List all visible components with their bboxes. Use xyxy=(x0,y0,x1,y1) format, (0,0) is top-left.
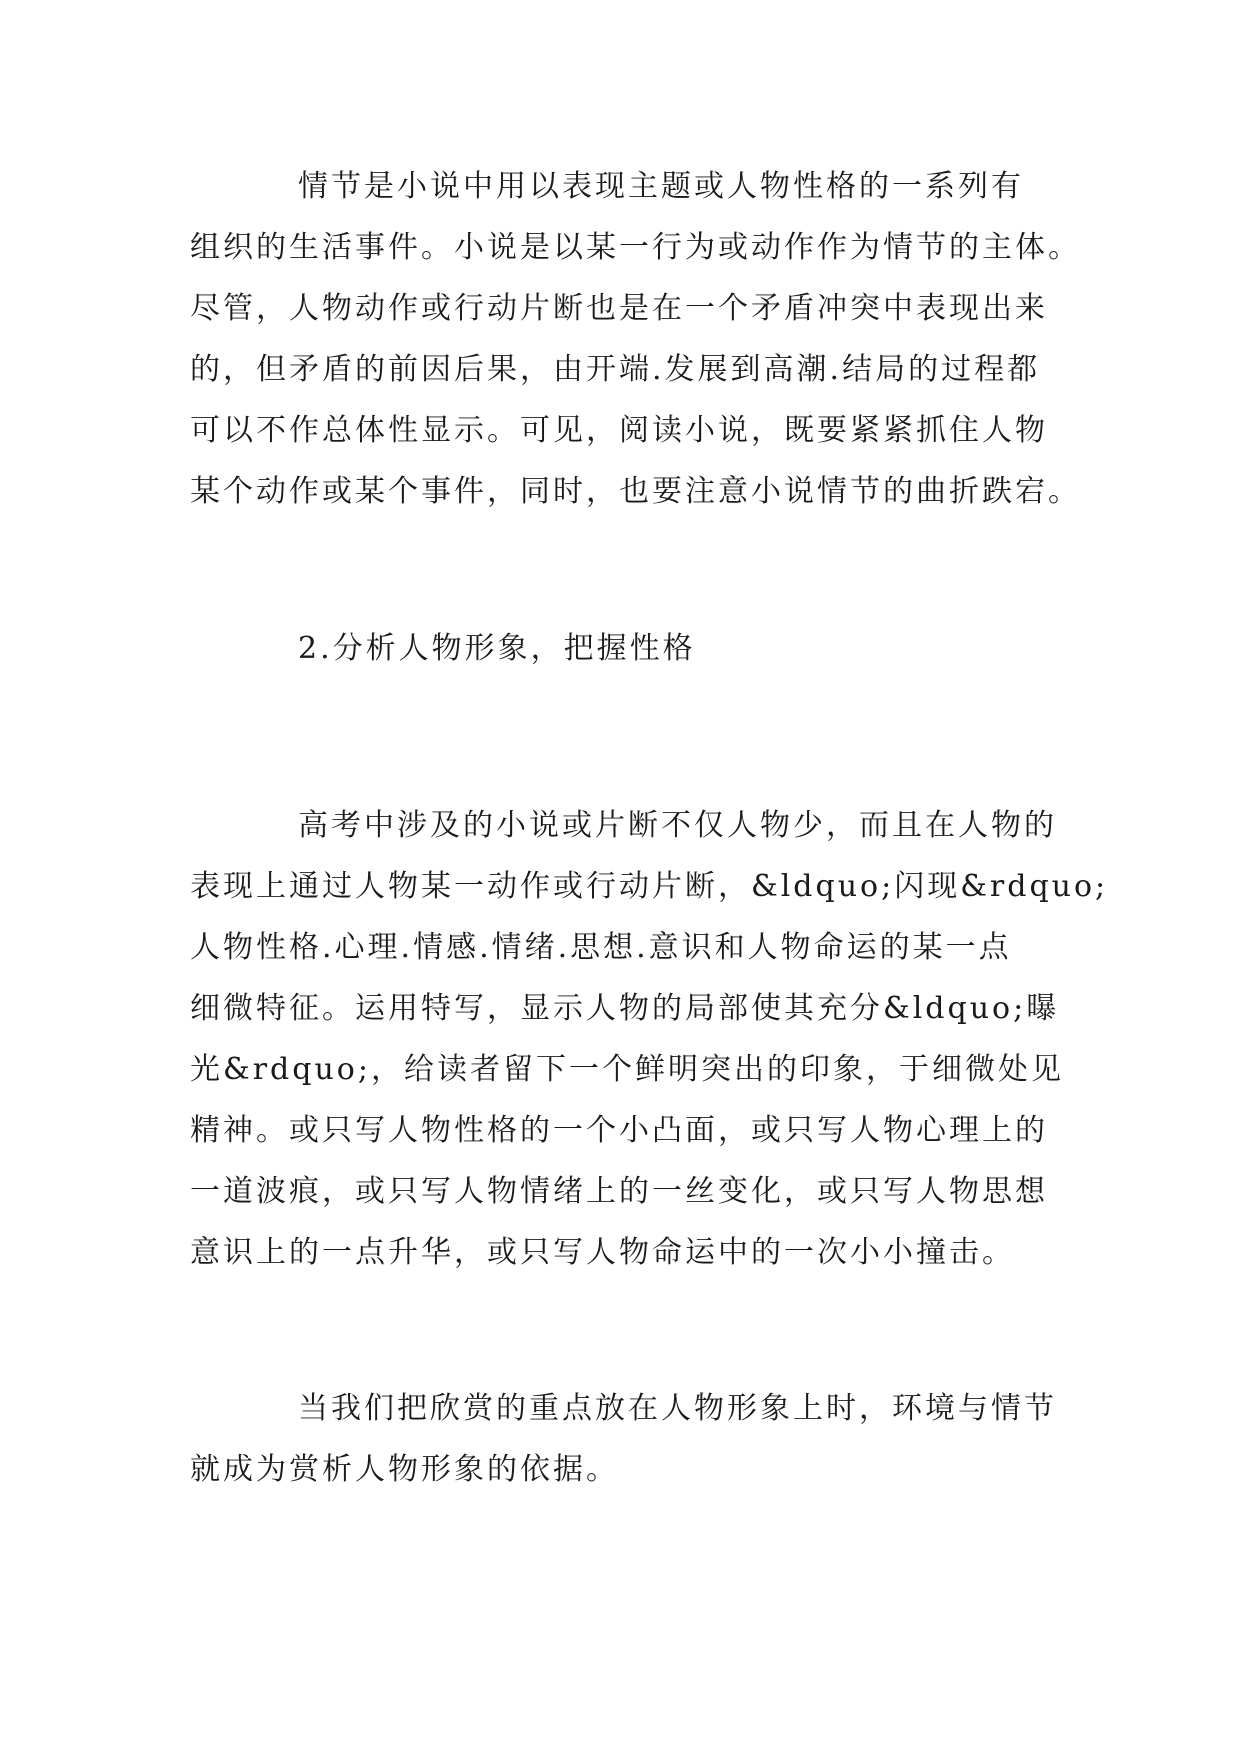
text-line: 的，但矛盾的前因后果，由开端.发展到高潮.结局的过程都 xyxy=(190,352,1041,387)
paragraph-character xyxy=(190,795,1109,1283)
text-line: 人物性格.心理.情感.情绪.思想.意识和人物命运的某一点 xyxy=(190,930,1012,965)
text-line: 高考中涉及的小说或片断不仅人物少，而且在人物的 xyxy=(298,808,1057,843)
text-line: 细微特征。运用特写，显示人物的局部使其充分&ldquo;曝 xyxy=(190,991,1060,1026)
text-line: 情节是小说中用以表现主题或人物性格的一系列有 xyxy=(298,169,1024,204)
text-line: 光&rdquo;，给读者留下一个鲜明突出的印象，于细微处见 xyxy=(190,1052,1064,1087)
text-line: 某个动作或某个事件，同时，也要注意小说情节的曲折跌宕。 xyxy=(190,474,1081,509)
text-line: 表现上通过人物某一动作或行动片断，&ldquo;闪现&rdquo; xyxy=(190,869,1109,904)
paragraph-plot xyxy=(190,156,1090,522)
heading-text: 2.分析人物形象，把握性格 xyxy=(298,631,696,666)
text-line: 意识上的一点升华，或只写人物命运中的一次小小撞击。 xyxy=(190,1235,1015,1270)
text-line: 组织的生活事件。小说是以某一行为或动作作为情节的主体。 xyxy=(190,230,1081,265)
text-line: 可以不作总体性显示。可见，阅读小说，既要紧紧抓住人物 xyxy=(190,413,1048,448)
text-line: 精神。或只写人物性格的一个小凸面，或只写人物心理上的 xyxy=(190,1113,1048,1148)
text-line: 一道波痕，或只写人物情绪上的一丝变化，或只写人物思想 xyxy=(190,1174,1048,1209)
text-line: 尽管，人物动作或行动片断也是在一个矛盾冲突中表现出来 xyxy=(190,291,1048,326)
text-line: 当我们把欣赏的重点放在人物形象上时，环境与情节 xyxy=(298,1391,1057,1426)
text-line: 就成为赏析人物形象的依据。 xyxy=(190,1452,619,1487)
section-heading xyxy=(190,618,1090,679)
paragraph-appreciation xyxy=(190,1378,1090,1500)
